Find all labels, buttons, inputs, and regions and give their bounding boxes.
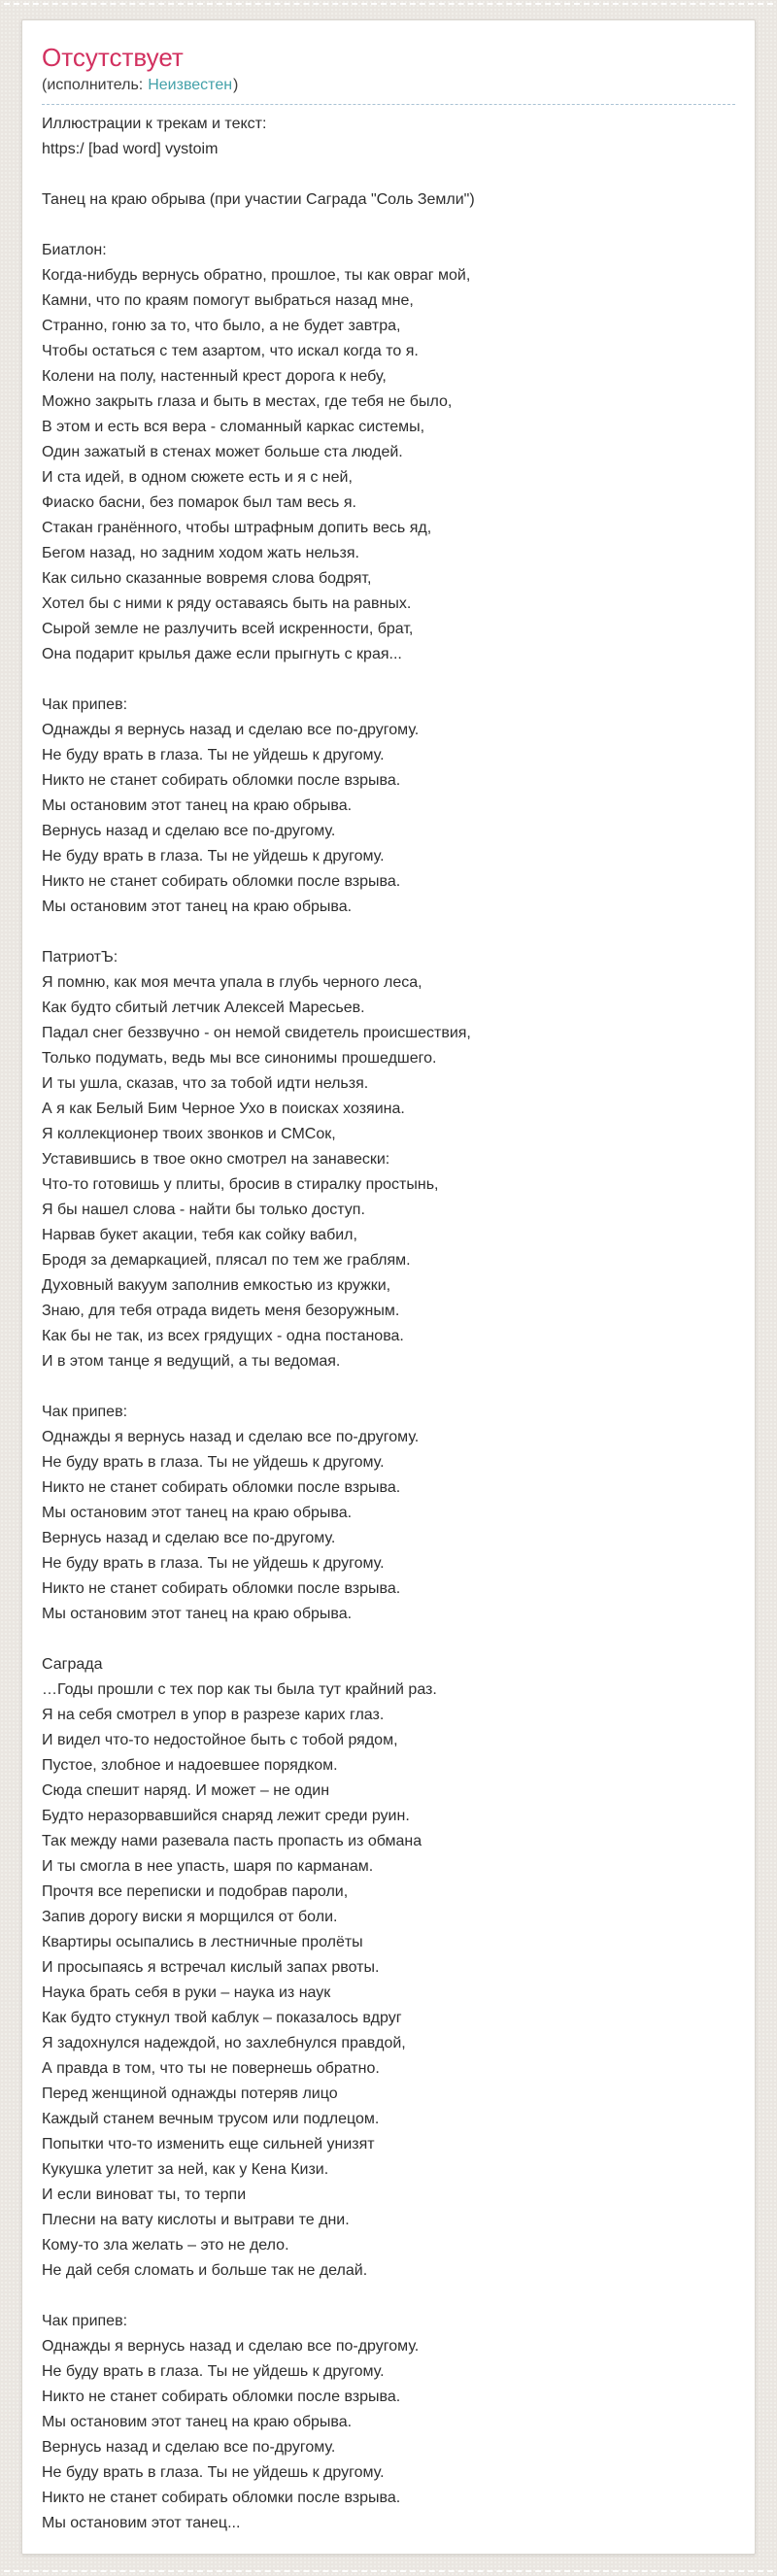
lyric-line: Однажды я вернусь назад и сделаю все по-другому.: [42, 1429, 420, 1445]
lyric-line: Знаю, для тебя отрада видеть меня безоружным.: [42, 1303, 400, 1319]
lyric-line: [42, 1374, 735, 1400]
stitch-bottom-decoration: [4, 2570, 773, 2572]
lyric-line: Сюда спешит наряд. И может – не один: [42, 1782, 330, 1799]
lyric-line: Кукушка улетит за ней, как у Кена Кизи.: [42, 2161, 329, 2178]
lyric-line: [42, 920, 735, 945]
lyric-line: Она подарит крылья даже если прыгнуть с края...: [42, 646, 402, 662]
lyric-line: Будто неразорвавшийся снаряд лежит среди руин.: [42, 1808, 410, 1824]
lyric-line: Никто не станет собирать обломки после взрыва.: [42, 2389, 401, 2405]
lyric-line: [42, 162, 735, 187]
lyric-line: И ты ушла, сказав, что за тобой идти нельзя.: [42, 1075, 369, 1092]
lyric-line: Бродя за демаркацией, плясал по тем же граблям.: [42, 1252, 411, 1269]
lyric-line: Мы остановим этот танец на краю обрыва.: [42, 797, 353, 814]
lyric-line: Мы остановим этот танец...: [42, 2515, 241, 2531]
lyric-line: [42, 2284, 735, 2309]
lyric-line: Мы остановим этот танец на краю обрыва.: [42, 898, 353, 915]
lyric-line: Запив дорогу виски я морщился от боли.: [42, 1909, 338, 1925]
lyric-line: Как сильно сказанные вовремя слова бодрят,: [42, 570, 372, 587]
lyric-line: А я как Белый Бим Черное Ухо в поисках хозяина.: [42, 1101, 405, 1117]
artist-row: [42, 76, 735, 105]
artist-close-paren: ): [233, 77, 239, 93]
lyric-line: И ста идей, в одном сюжете есть и я с ней,: [42, 469, 353, 486]
lyric-line: Саграда: [42, 1656, 103, 1673]
lyric-line: Чак припев:: [42, 2313, 128, 2329]
lyric-line: Когда-нибудь вернусь обратно, прошлое, ты как овраг мой,: [42, 267, 471, 284]
lyric-line: Не буду врать в глаза. Ты не уйдешь к другому.: [42, 2464, 385, 2481]
lyric-line: Иллюстрации к трекам и текст:: [42, 116, 267, 132]
lyric-line: [42, 667, 735, 693]
lyric-line: Вернусь назад и сделаю все по-другому.: [42, 823, 336, 839]
lyric-line: https:/ [bad word] vystoim: [42, 141, 219, 157]
lyric-line: Танец на краю обрыва (при участии Саграда "Соль Земли"): [42, 191, 475, 208]
lyric-line: Я коллекционер твоих звонков и СМСок,: [42, 1126, 336, 1142]
lyric-line: Никто не станет собирать обломки после взрыва.: [42, 2490, 401, 2506]
lyric-line: Уставившись в твое окно смотрел на занавески:: [42, 1151, 390, 1168]
lyrics-card: [21, 19, 756, 2555]
lyric-line: [42, 213, 735, 238]
lyric-line: Попытки что-то изменить еще сильней унизят: [42, 2136, 375, 2152]
lyric-line: Пустое, злобное и надоевшее порядком.: [42, 1757, 338, 1774]
lyric-line: Однажды я вернусь назад и сделаю все по-другому.: [42, 722, 420, 738]
lyric-line: Плесни на вату кислоты и вытрави те дни.: [42, 2212, 350, 2228]
lyric-line: В этом и есть вся вера - сломанный каркас системы,: [42, 419, 425, 435]
lyric-line: Не буду врать в глаза. Ты не уйдешь к другому.: [42, 747, 385, 763]
lyric-line: Никто не станет собирать обломки после взрыва.: [42, 772, 401, 789]
lyric-line: ПатриотЪ:: [42, 949, 118, 966]
lyric-line: Наука брать себя в руки – наука из наук: [42, 1984, 331, 2001]
lyric-line: Никто не станет собирать обломки после взрыва.: [42, 1580, 401, 1597]
lyric-line: Не буду врать в глаза. Ты не уйдешь к другому.: [42, 1555, 385, 1572]
lyric-line: Квартиры осыпались в лестничные пролёты: [42, 1934, 363, 1950]
lyric-line: Я задохнулся надеждой, но захлебнулся правдой,: [42, 2035, 406, 2051]
page-title: Отсутствует: [42, 43, 184, 72]
lyric-line: А правда в том, что ты не повернешь обратно.: [42, 2060, 380, 2077]
lyric-line: Как будто сбитый летчик Алексей Маресьев.: [42, 1000, 365, 1016]
lyric-line: Чак припев:: [42, 1404, 128, 1420]
lyric-line: Я помню, как моя мечта упала в глубь черного леса,: [42, 974, 422, 991]
lyric-line: Как будто стукнул твой каблук – показалось вдруг: [42, 2010, 402, 2026]
lyric-line: Фиаско басни, без помарок был там весь я.: [42, 494, 356, 511]
lyric-line: Не буду врать в глаза. Ты не уйдешь к другому.: [42, 848, 385, 864]
lyric-line: Чак припев:: [42, 696, 128, 713]
lyric-line: [42, 1627, 735, 1652]
lyric-line: …Годы прошли с тех пор как ты была тут крайний раз.: [42, 1681, 437, 1698]
lyric-line: Вернусь назад и сделаю все по-другому.: [42, 1530, 336, 1546]
lyric-line: Мы остановим этот танец на краю обрыва.: [42, 1505, 353, 1521]
lyric-line: Я на себя смотрел в упор в разрезе карих глаз.: [42, 1707, 385, 1723]
lyric-line: Перед женщиной однажды потеряв лицо: [42, 2085, 338, 2102]
lyric-line: Только подумать, ведь мы все синонимы прошедшего.: [42, 1050, 437, 1067]
lyric-line: Никто не станет собирать обломки после взрыва.: [42, 1479, 401, 1496]
lyric-line: Мы остановим этот танец на краю обрыва.: [42, 2414, 353, 2430]
lyric-line: И видел что-то недостойное быть с тобой рядом,: [42, 1732, 398, 1748]
lyric-line: И в этом танце я ведущий, а ты ведомая.: [42, 1353, 341, 1370]
lyric-line: Падал снег беззвучно - он немой свидетель происшествия,: [42, 1025, 471, 1041]
lyric-line: Мы остановим этот танец на краю обрыва.: [42, 1606, 353, 1622]
lyric-line: Бегом назад, но задним ходом жать нельзя.: [42, 545, 359, 561]
lyric-line: Один зажатый в стенах может больше ста людей.: [42, 444, 403, 460]
lyric-line: Стакан гранённого, чтобы штрафным допить весь яд,: [42, 520, 432, 536]
artist-label: (исполнитель:: [42, 77, 144, 93]
lyric-line: Колени на полу, настенный крест дорога к небу,: [42, 368, 387, 385]
lyric-line: Не буду врать в глаза. Ты не уйдешь к другому.: [42, 1454, 385, 1471]
lyric-line: Что-то готовишь у плиты, бросив в стиралку простынь,: [42, 1176, 439, 1193]
lyric-line: Не дай себя сломать и больше так не делай.: [42, 2262, 368, 2279]
lyric-line: Я бы нашел слова - найти бы только доступ.: [42, 1202, 365, 1218]
lyric-line: Биатлон:: [42, 242, 107, 258]
lyric-line: Прочтя все переписки и подобрав пароли,: [42, 1883, 349, 1900]
lyric-line: Как бы не так, из всех грядущих - одна постанова.: [42, 1328, 404, 1344]
lyrics-text: [42, 112, 735, 2536]
lyric-line: Не буду врать в глаза. Ты не уйдешь к другому.: [42, 2363, 385, 2380]
lyric-line: Чтобы остаться с тем азартом, что искал когда то я.: [42, 343, 419, 359]
lyric-line: Никто не станет собирать обломки после взрыва.: [42, 873, 401, 890]
lyric-line: Каждый станем вечным трусом или подлецом.: [42, 2111, 380, 2127]
lyric-line: Можно закрыть глаза и быть в местах, где тебя не было,: [42, 393, 453, 410]
lyric-line: Однажды я вернусь назад и сделаю все по-другому.: [42, 2338, 420, 2355]
lyric-line: Камни, что по краям помогут выбраться назад мне,: [42, 292, 414, 309]
lyric-line: Сырой земле не разлучить всей искренности, брат,: [42, 621, 414, 637]
lyric-line: Странно, гоню за то, что было, а не будет завтра,: [42, 318, 401, 334]
lyric-line: Духовный вакуум заполнив емкостью из кружки,: [42, 1277, 391, 1294]
lyric-line: Так между нами разевала пасть пропасть из обмана: [42, 1833, 422, 1849]
lyric-line: Нарвав букет акации, тебя как сойку вабил,: [42, 1227, 357, 1243]
lyric-line: Кому-то зла желать – это не дело.: [42, 2237, 289, 2254]
stitch-top-decoration: [4, 3, 773, 5]
lyric-line: И ты смогла в нее упасть, шаря по карманам.: [42, 1858, 374, 1875]
lyric-line: Вернусь назад и сделаю все по-другому.: [42, 2439, 336, 2456]
lyric-line: Хотел бы с ними к ряду оставаясь быть на равных.: [42, 595, 412, 612]
lyric-line: И просыпаясь я встречал кислый запах рвоты.: [42, 1959, 380, 1976]
lyric-line: И если виноват ты, то терпи: [42, 2186, 247, 2203]
artist-link[interactable]: Неизвестен: [148, 77, 233, 93]
